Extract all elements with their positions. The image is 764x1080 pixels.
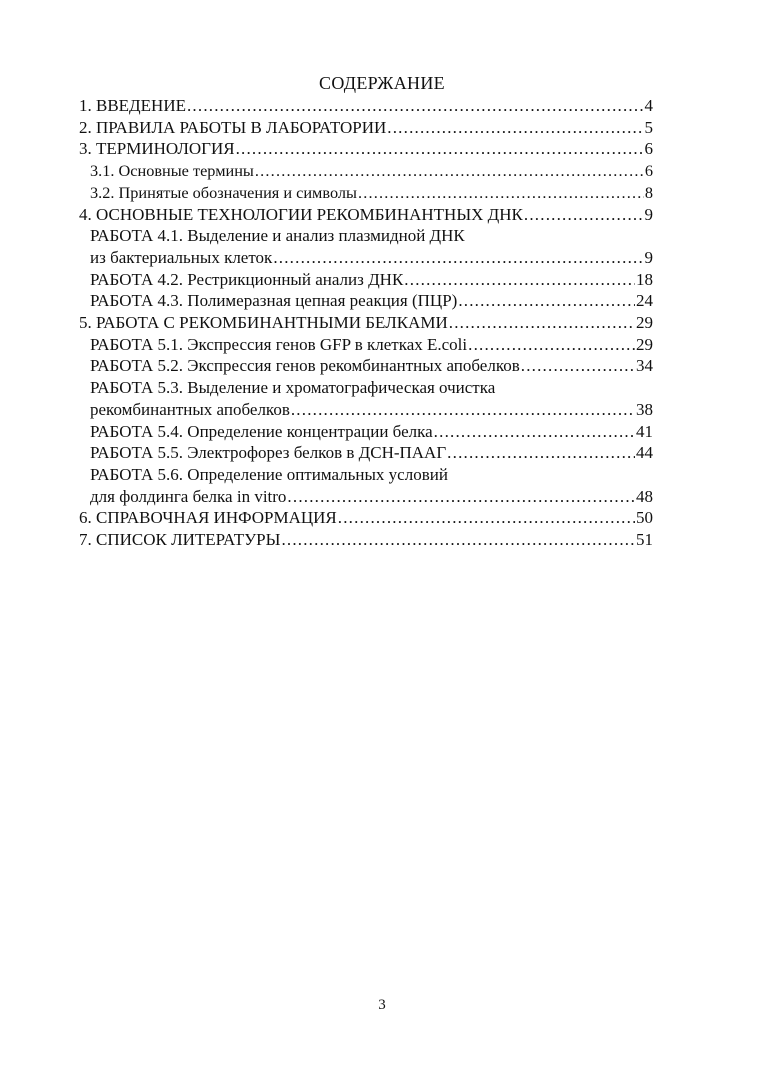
dot-leader	[281, 529, 635, 551]
toc-entry	[79, 464, 653, 507]
toc-entry-line	[90, 290, 653, 312]
toc-page-number: 5	[644, 117, 653, 137]
toc-entry	[79, 160, 653, 182]
toc-entry	[79, 442, 653, 464]
dot-leader	[524, 204, 644, 226]
toc-page-number: 6	[644, 139, 653, 159]
toc-page-number: 38	[636, 399, 653, 419]
toc-entry-text: РАБОТА 4.3. Полимеразная цепная реакция (ПЦР)	[90, 291, 458, 311]
toc-entry-line	[90, 269, 653, 291]
toc-entry-line	[90, 334, 653, 356]
toc-entry-text: РАБОТА 5.1. Экспрессия генов GFP в клетках E.coli	[90, 334, 468, 354]
toc-page-number: 29	[636, 334, 653, 354]
toc-entry	[79, 204, 653, 226]
dot-leader	[447, 442, 635, 464]
dot-leader	[291, 399, 635, 421]
dot-leader	[434, 421, 635, 443]
toc-entry-line	[90, 355, 653, 377]
toc-entry-text: РАБОТА 4.1. Выделение и анализ плазмидной ДНК	[90, 226, 465, 246]
toc-entry	[79, 507, 653, 529]
toc-entry-line	[90, 486, 653, 508]
dot-leader	[255, 160, 644, 182]
toc-entry-line	[79, 117, 653, 139]
dot-leader	[404, 269, 635, 291]
toc-entry-text: РАБОТА 5.6. Определение оптимальных условий	[90, 464, 448, 484]
toc-entry	[79, 182, 653, 204]
toc-entry-line	[90, 225, 653, 247]
toc-entry	[79, 269, 653, 291]
dot-leader	[458, 290, 635, 312]
toc-page-number: 8	[644, 182, 653, 202]
toc-entry-line	[79, 529, 653, 551]
toc-entry-text: РАБОТА 4.2. Рестрикционный анализ ДНК	[90, 269, 404, 289]
toc-page-number: 24	[636, 291, 653, 311]
toc-entry	[79, 117, 653, 139]
toc-page-number: 18	[636, 269, 653, 289]
toc-entry-text: 7. СПИСОК ЛИТЕРАТУРЫ	[79, 530, 281, 550]
toc-entry-text: РАБОТА 5.4. Определение концентрации белка	[90, 421, 433, 441]
toc-title: СОДЕРЖАНИЕ	[319, 73, 445, 93]
toc-entry-text: из бактериальных клеток	[90, 247, 273, 267]
toc-page-number: 4	[644, 96, 653, 115]
toc-entry-text: РАБОТА 5.5. Электрофорез белков в ДСН-ПААГ	[90, 443, 447, 463]
toc-page-number: 29	[636, 313, 653, 333]
toc-entry	[79, 225, 653, 268]
toc-entry-text: РАБОТА 5.2. Экспрессия генов рекомбинантных апобелков	[90, 356, 520, 376]
toc-page-number: 6	[644, 161, 653, 181]
toc-page-number: 9	[644, 247, 653, 267]
dot-leader	[273, 247, 643, 269]
toc-page-number: 44	[636, 443, 653, 463]
toc-entry-line	[90, 421, 653, 443]
toc-page-number: 51	[636, 530, 653, 550]
toc-entry-text: 4. ОСНОВНЫЕ ТЕХНОЛОГИИ РЕКОМБИНАНТНЫХ ДНК	[79, 204, 523, 224]
toc-entry-line	[90, 377, 653, 399]
dot-leader	[236, 138, 644, 160]
dot-leader	[521, 355, 635, 377]
dot-leader	[449, 312, 635, 334]
toc-entry	[79, 334, 653, 356]
toc-page-number: 41	[636, 421, 653, 441]
toc-entry	[79, 95, 653, 117]
toc-entry-line	[90, 464, 653, 486]
toc-entry-text: 6. СПРАВОЧНАЯ ИНФОРМАЦИЯ	[79, 508, 337, 528]
toc-entry-text: 1. ВВЕДЕНИЕ	[79, 96, 186, 115]
dot-leader	[358, 182, 644, 204]
toc-entry-text: 5. РАБОТА С РЕКОМБИНАНТНЫМИ БЕЛКАМИ	[79, 313, 448, 333]
toc-entry	[79, 290, 653, 312]
toc-page-number: 50	[636, 508, 653, 528]
toc-entry-line	[79, 312, 653, 334]
toc-page-number: 9	[644, 204, 653, 224]
toc-entry	[79, 312, 653, 334]
page-number: 3	[378, 997, 386, 1013]
toc-entry-line	[79, 95, 653, 117]
toc-entry-line	[79, 204, 653, 226]
toc-entry-line	[79, 138, 653, 160]
toc-entry-line	[90, 442, 653, 464]
table-of-contents	[79, 95, 653, 551]
toc-page-number: 34	[636, 356, 653, 376]
toc-entry-line	[79, 507, 653, 529]
toc-entry-line	[90, 399, 653, 421]
toc-entry	[79, 421, 653, 443]
dot-leader	[187, 95, 644, 117]
dot-leader	[287, 486, 635, 508]
toc-entry-line	[90, 160, 653, 182]
toc-entry	[79, 529, 653, 551]
toc-entry-text: 3. ТЕРМИНОЛОГИЯ	[79, 139, 235, 159]
toc-entry	[79, 355, 653, 377]
toc-entry-text: рекомбинантных апобелков	[90, 399, 290, 419]
toc-entry-text: РАБОТА 5.3. Выделение и хроматографическая очистка	[90, 378, 496, 398]
toc-entry-line	[90, 182, 653, 204]
dot-leader	[468, 334, 635, 356]
toc-page-number: 48	[636, 486, 653, 506]
toc-entry-text: 2. ПРАВИЛА РАБОТЫ В ЛАБОРАТОРИИ	[79, 117, 387, 137]
toc-entry	[79, 377, 653, 420]
toc-entry-text: для фолдинга белка in vitro	[90, 486, 287, 506]
toc-entry-line	[90, 247, 653, 269]
dot-leader	[338, 507, 635, 529]
dot-leader	[387, 117, 643, 139]
toc-entry-text: 3.1. Основные термины	[90, 161, 254, 181]
toc-entry	[79, 138, 653, 160]
toc-entry-text: 3.2. Принятые обозначения и символы	[90, 182, 357, 202]
